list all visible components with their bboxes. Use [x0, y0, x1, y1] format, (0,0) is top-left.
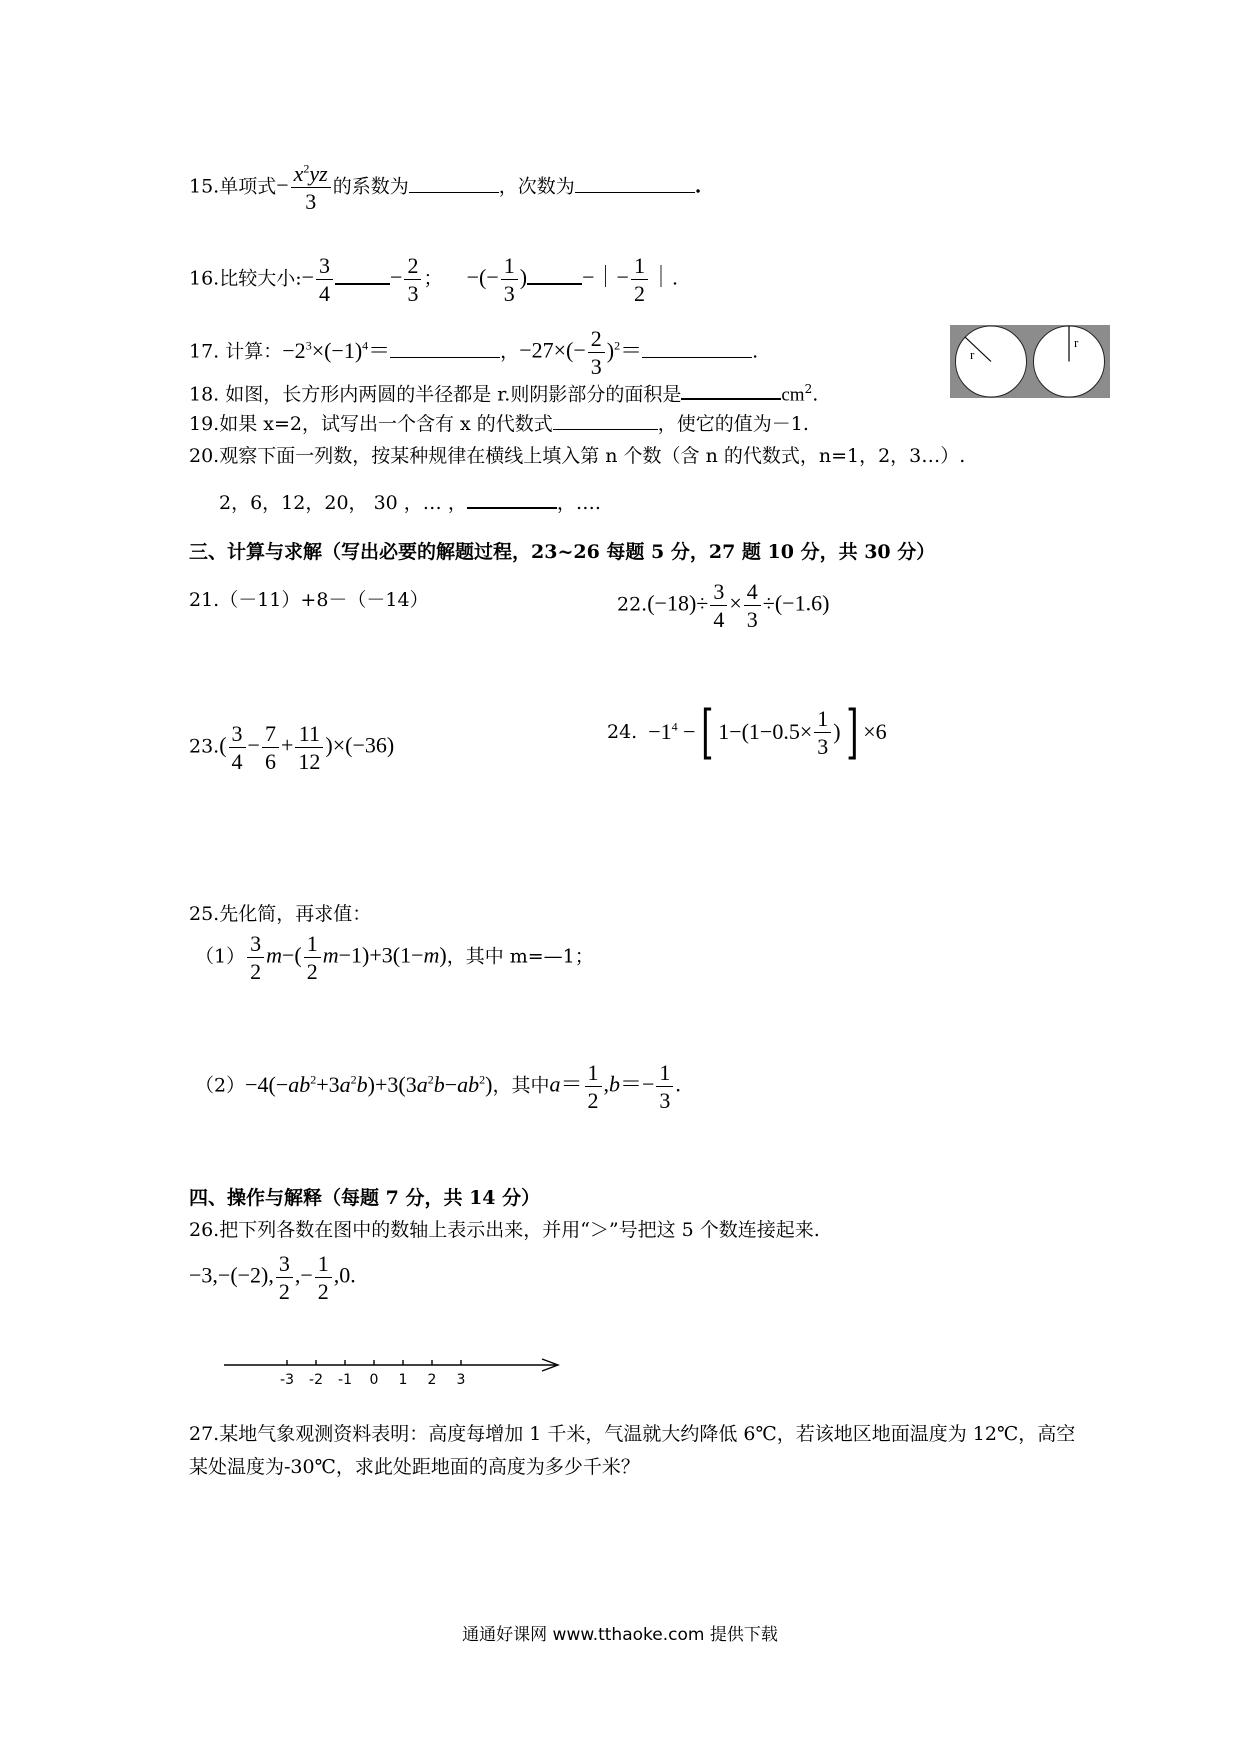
q15-coefficient-blank[interactable]	[409, 190, 499, 193]
number-line-tick-label: -3	[280, 1372, 294, 1388]
number-line-tick-label: 0	[369, 1372, 379, 1388]
q23-label: 23.	[189, 735, 220, 758]
q16-end: .	[671, 267, 678, 290]
q25-p1-label: （1）	[195, 945, 246, 968]
q15-coefficient-text: 的系数为	[332, 175, 409, 198]
question-16: 16.比较大小:− $\frac{3}{4}$ − $\frac{2}{3}$ ； −(− $\frac{1}{3}$ ) −｜− $\frac{1}{2}$ ｜.	[189, 253, 678, 307]
q20-text: 20.观察下面一列数，按某种规律在横线上填入第 n 个数（含 n 的代数式，n=1，2，3…）.	[189, 445, 966, 467]
question-23: 23.( $\frac{3}{4}$ − $\frac{7}{6}$ + $\frac{11}{12}$ )×(−36)	[189, 721, 395, 775]
q19-text: 19.如果 x=2，试写出一个含有 x 的代数式	[189, 413, 553, 435]
two-circles-figure	[950, 325, 1110, 398]
figure-right-r-label: r	[1074, 335, 1079, 350]
footer-text: 通通好课网 www.tthaoke.com 提供下载	[462, 1625, 778, 1645]
q25-p2-condition: ，其中	[492, 1074, 550, 1097]
q18-unit-sup: 2	[804, 382, 813, 396]
question-21: 21.（－11）+8－（－14）	[189, 589, 429, 611]
q19-blank[interactable]	[553, 427, 658, 430]
number-line-ticks	[280, 1360, 465, 1388]
q16-label: 16.比较大小:	[189, 267, 302, 290]
number-line	[220, 1350, 570, 1390]
section-4-title: 四、操作与解释（每题 7 分，共 14 分）	[189, 1187, 541, 1209]
number-line-tick-label: -1	[338, 1372, 352, 1388]
question-18	[189, 383, 818, 404]
question-19	[189, 415, 809, 434]
q20-sequence-values: 2，6，12，20， 30 ，… ，	[219, 492, 467, 514]
q16-blank-2[interactable]	[527, 281, 582, 285]
number-line-tick-label: -2	[309, 1372, 323, 1388]
number-line-tick-label: 1	[398, 1372, 408, 1388]
question-27-line-2: 某处温度为-30℃，求此处距地面的高度为多少千米？	[189, 1456, 640, 1478]
q25-p2-label: （2）	[195, 1074, 246, 1097]
q18-blank[interactable]	[681, 396, 781, 400]
question-15: 15.单项式− $\frac{x^2yz}{3}$ 的系数为 ，次数为 .	[189, 161, 702, 215]
figure-left-r-label: r	[970, 347, 975, 362]
question-20	[189, 447, 965, 466]
q24-label: 24.	[607, 720, 638, 743]
question-26: 26.把下列各数在图中的数轴上表示出来，并用“＞”号把这 5 个数连接起来.	[189, 1219, 820, 1241]
number-line-tick-label: 2	[427, 1372, 437, 1388]
q15-fraction: $\frac{x^2yz}{3}$	[291, 162, 331, 213]
question-27-line-1: 27.某地气象观测资料表明：高度每增加 1 千米，气温就大约降低 6℃，若该地区地面温度为 12℃，高空	[189, 1423, 1076, 1445]
q20-sequence	[219, 494, 601, 513]
q26-numbers: −3,−(−2), $\frac{3}{2}$ ,− $\frac{1}{2}$ ,0.	[189, 1251, 356, 1305]
number-line-tick-label: 3	[456, 1372, 466, 1388]
q18-end: .	[812, 383, 819, 406]
q20-sequence-end: ，….	[556, 492, 601, 514]
q22-label: 22.	[617, 593, 648, 616]
q16-blank-1[interactable]	[335, 281, 390, 285]
q17-label: 17. 计算：	[189, 340, 283, 363]
question-22: 22.(−18)÷ $\frac{3}{4}$ × $\frac{4}{3}$ ÷(−1.6)	[617, 579, 830, 633]
question-24: 24. $-1^4$ −[ 1−(1−0.5× $\frac{1}{3}$ )] ×6	[607, 698, 887, 766]
q18-text: 18. 如图，长方形内两圆的半径都是 r.则阴影部分的面积是	[189, 383, 682, 406]
q17-blank-1[interactable]	[390, 355, 500, 358]
question-25-title: 25.先化简，再求值：	[189, 903, 372, 925]
q20-blank[interactable]	[467, 505, 557, 509]
q15-label: 15.单项式	[189, 175, 277, 198]
q15-degree-text: ，次数为	[498, 175, 575, 198]
q19-text-end: ，使它的值为－1.	[657, 413, 809, 435]
q15-degree-blank[interactable]	[575, 190, 695, 193]
q17-blank-2[interactable]	[642, 355, 752, 358]
question-25-part-1: （1） $\frac{3}{2}$ m−( $\frac{1}{2}$ m−1)+3(1−m)，其中 m=—1；	[195, 931, 594, 985]
q18-unit: cm	[781, 384, 805, 406]
q15-end: .	[694, 175, 702, 198]
question-25-part-2: $(2)-4(-ab^2+3a^2b)+3(3a^2b-ab^2)$，其中a＝ $\frac{1}{2}$ ,b＝− $\frac{1}{3}$ .	[195, 1060, 681, 1114]
section-3-title: 三、计算与求解（写出必要的解题过程，23~26 每题 5 分，27 题 10 分，共 30 分）	[189, 541, 936, 563]
question-17: 17. 计算：$-2^3\times(-1)^4=$ ，−27×(− $\frac{2}{3}$ )$^2$＝ .	[189, 326, 759, 380]
q17-end: .	[752, 340, 759, 363]
q25-p1-condition: ，其中 m=—1；	[446, 945, 594, 968]
